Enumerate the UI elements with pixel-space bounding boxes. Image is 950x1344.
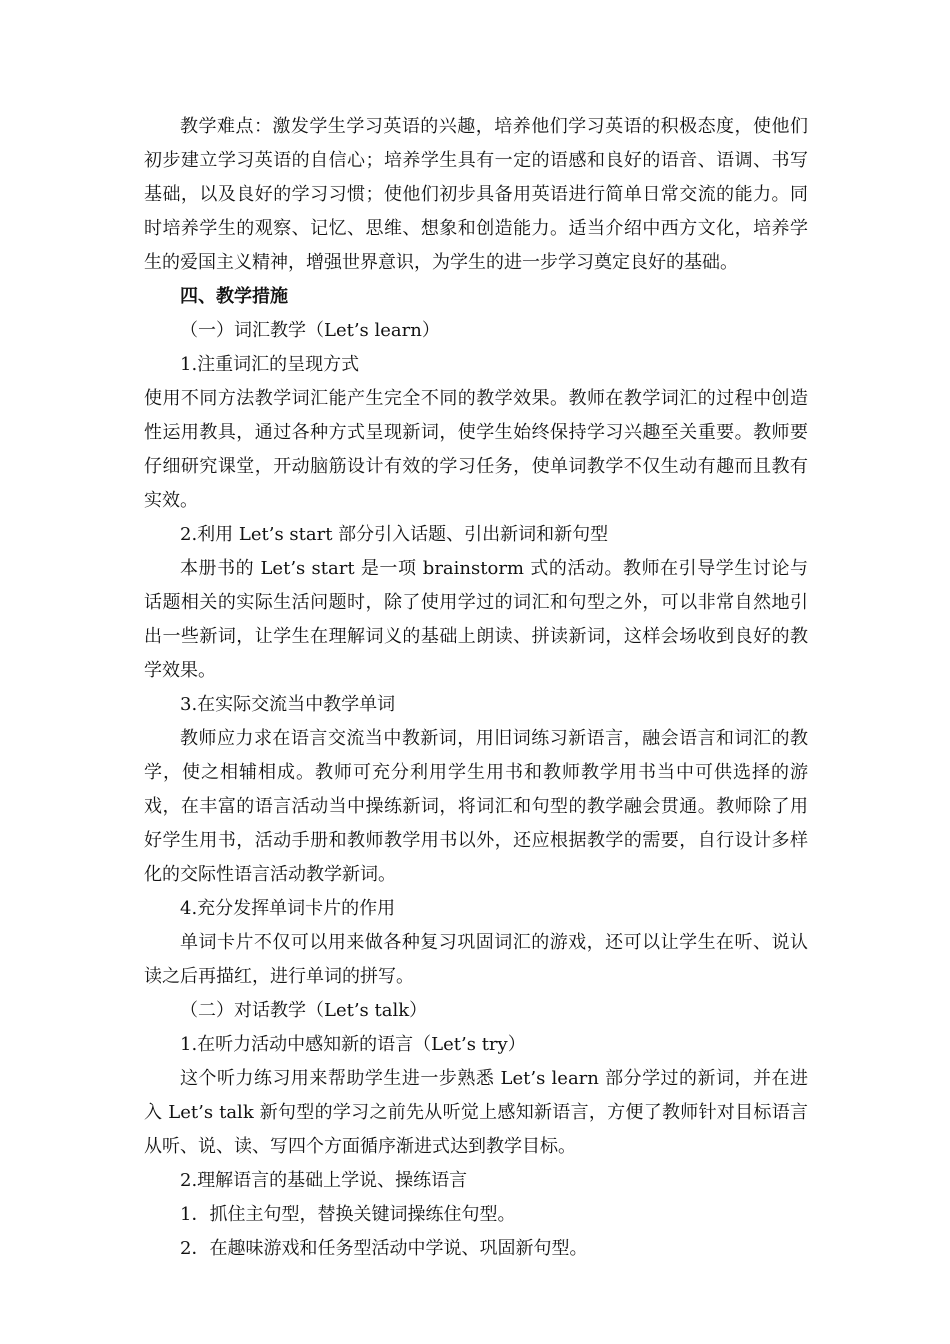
paragraph-listening-practice: 这个听力练习用来帮助学生进一步熟悉 Let’s learn 部分学过的新词，并在进入 Let’s talk 新句型的学习之前先从听觉上感知新语言，方便了教师针对目标语言从听、说、读、写四个方面循序渐进式达到教学目标。 (144, 1068, 808, 1157)
paragraph-vocabulary-presentation: 使用不同方法教学词汇能产生完全不同的教学效果。教师在教学词汇的过程中创造性运用教具，通过各种方式呈现新词，使学生始终保持学习兴趣至关重要。教师要仔细研究课堂，开动脑筋设计有效的学习任务，使单词教学不仅生动有趣而且教有实效。 (144, 388, 808, 511)
subsection-heading-vocabulary: （一）词汇教学（Let’s learn） (180, 320, 440, 341)
paragraph-lets-start: 本册书的 Let’s start 是一项 brainstorm 式的活动。教师在引导学生讨论与话题相关的实际生活问题时，除了使用学过的词汇和句型之外，可以非常自然地引出一些新词，让学生在理解词义的基础上朗读、拼读新词，这样会场收到良好的教学效果。 (144, 558, 808, 681)
item-heading-understanding: 2.理解语言的基础上学说、操练语言 (180, 1170, 468, 1191)
paragraph-real-communication: 教师应力求在语言交流当中教新词，用旧词练习新语言，融会语言和词汇的教学，使之相辅相成。教师可充分利用学生用书和教师教学用书当中可供选择的游戏，在丰富的语言活动当中操练新词，将词汇和句型的教学融会贯通。教师除了用好学生用书，活动手册和教师教学用书以外，还应根据教学的需要，自行设计多样化的交际性语言活动教学新词。 (144, 728, 808, 885)
section-heading-teaching-measures: 四、教学措施 (180, 286, 288, 307)
item-heading-2: 2.利用 Let’s start 部分引入话题、引出新词和新句型 (180, 524, 609, 545)
item-heading-4: 4.充分发挥单词卡片的作用 (180, 898, 396, 919)
paragraph-teaching-difficulties: 教学难点：激发学生学习英语的兴趣，培养他们学习英语的积极态度，使他们初步建立学习英语的自信心；培养学生具有一定的语感和良好的语音、语调、书写基础，以及良好的学习习惯；使他们初步具备用英语进行简单日常交流的能力。同时培养学生的观察、记忆、思维、想象和创造能力。适当介绍中西方文化，培养学生的爱国主义精神，增强世界意识，为学生的进一步学习奠定良好的基础。 (144, 116, 808, 273)
item-heading-1: 1.注重词汇的呈现方式 (180, 354, 360, 375)
item-heading-3: 3.在实际交流当中教学单词 (180, 694, 396, 715)
subsection-heading-dialogue: （二）对话教学（Let’s talk） (180, 1000, 428, 1021)
list-item-1: 1．抓住主句型，替换关键词操练住句型。 (180, 1204, 516, 1225)
item-heading-listening: 1.在听力活动中感知新的语言（Let’s try） (180, 1034, 526, 1055)
paragraph-word-cards: 单词卡片不仅可以用来做各种复习巩固词汇的游戏，还可以让学生在听、说认读之后再描红，进行单词的拼写。 (144, 932, 808, 987)
list-item-2: 2．在趣味游戏和任务型活动中学说、巩固新句型。 (180, 1238, 588, 1259)
document-body (144, 110, 808, 1266)
